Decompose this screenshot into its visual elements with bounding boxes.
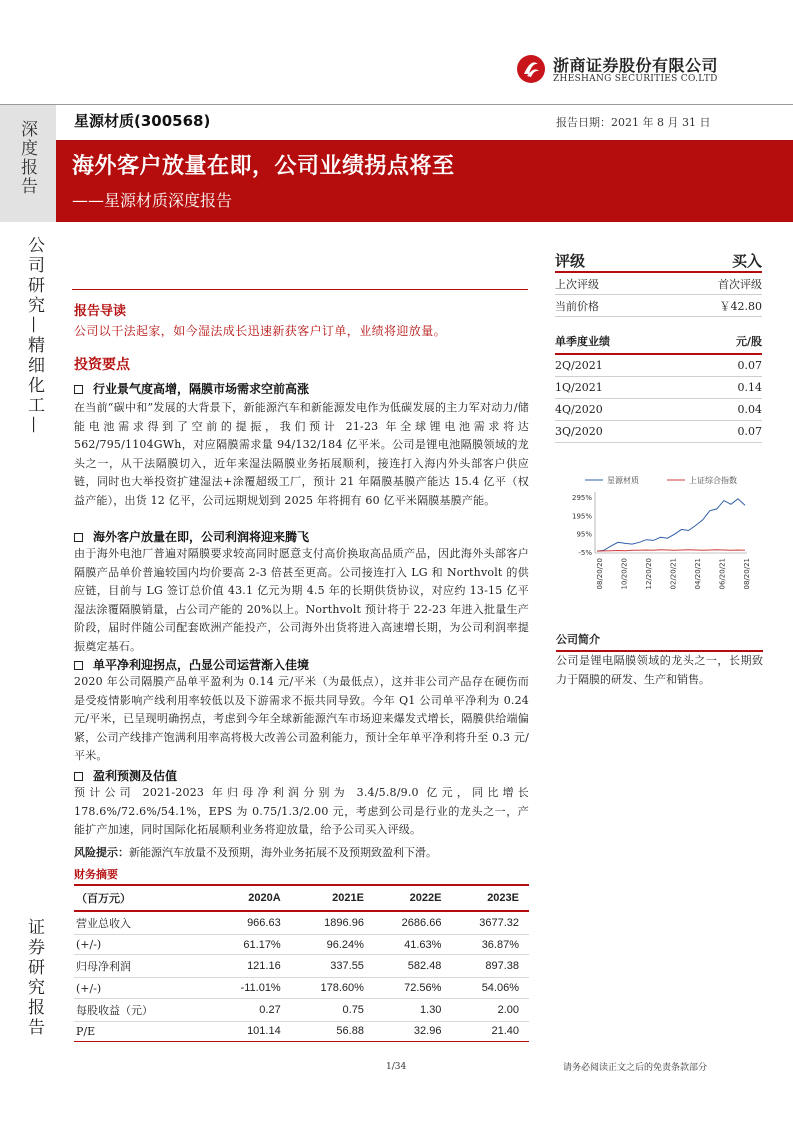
bullet-square-icon xyxy=(74,385,83,394)
x-tick-label: 02/20/21 xyxy=(669,558,678,590)
table-row xyxy=(74,1021,529,1041)
table-cell: 3677.32 xyxy=(451,911,529,935)
eps-value: 0.07 xyxy=(737,359,762,372)
table-cell: 21.40 xyxy=(451,1021,529,1041)
quarterly-eps-header xyxy=(555,329,762,355)
report-title: 海外客户放量在即，公司业绩拐点将至 xyxy=(72,154,455,179)
previous-rating-label: 上次评级 xyxy=(555,277,599,291)
table-cell: 54.06% xyxy=(451,978,529,998)
column-header: 2023E xyxy=(451,885,529,911)
financials-table xyxy=(74,884,529,1042)
quarterly-eps-unit: 元/股 xyxy=(735,335,762,348)
company-intro-text: 公司是锂电隔膜领域的龙头之一，长期致力于隔膜的研发、生产和销售。 xyxy=(556,654,763,686)
column-header: 2022E xyxy=(374,885,452,911)
eps-value: 0.07 xyxy=(737,425,762,438)
table-cell: 61.17% xyxy=(213,935,291,955)
series-line xyxy=(597,550,745,551)
x-tick-label: 06/20/21 xyxy=(718,558,727,590)
x-tick-label: 04/20/21 xyxy=(694,558,702,590)
point-title xyxy=(74,380,309,397)
risk-label: 风险提示： xyxy=(74,846,129,859)
eps-quarter: 4Q/2020 xyxy=(555,403,603,416)
rating-label: 评级 xyxy=(555,251,586,270)
page-number: 1/34 xyxy=(386,1062,407,1072)
table-cell: 56.88 xyxy=(291,1021,374,1041)
table-cell: 2.00 xyxy=(451,998,529,1021)
point-text: 在当前“碳中和”发展的大背景下，新能源汽车和新能源发电作为低碳发展的主力军对动力/储能电池需求得到了空前的提振，我们预计 21-23 年全球锂电池需求将达 562/795/1104GWh，对应隔膜需求量 94/132/184 亿平米。公司是锂电池隔膜领域的龙头之一，从干法隔膜切入，近年来湿法隔膜业务拓展顺利，接连打入海内外头部客户供应链，同时也大举投资扩建湿法+涂覆超级工厂，预计 21 年隔膜基膜产能达 15.4 亿平（权益产能），出货 12 亿平，公司远期规划到 2025 年将拥有 60 亿平米隔膜基膜产能。 xyxy=(74,401,529,507)
point-title-text: 行业景气度高增，隔膜市场需求空前高涨 xyxy=(93,382,310,396)
legend-label: 星源材质 xyxy=(607,476,639,485)
table-row xyxy=(74,935,529,955)
y-tick-label: 195% xyxy=(571,512,592,521)
company-name-en: ZHESHANG SECURITIES CO.LTD xyxy=(553,74,718,84)
guide-text: 公司以干法起家，如今湿法成长迅速新获客户订单，业绩将迎放量。 xyxy=(74,324,447,338)
table-cell: 0.75 xyxy=(291,998,374,1021)
table-row xyxy=(74,978,529,998)
stock-name: 星源材质(300568) xyxy=(74,112,211,130)
main-divider xyxy=(72,289,528,290)
row-label: P/E xyxy=(74,1021,213,1041)
point-text: 2020 年公司隔膜产品单平盈利为 0.14 元/平米（为最低点），这并非公司产品存在硬伤而是受疫情影响产线利用率较低以及下游需求不振共同导致。今年 Q1 公司单平净利为 0.24 元/平米，已呈现明确拐点，考虑到今年全球新能源汽车市场迎来爆发式增长，隔膜供给端偏紧，公司产线排产饱满利用率高将极大改善公司盈利能力，预计全年单平净利将升至 0.3 元/平米。 xyxy=(74,675,529,762)
company-name-cn: 浙商证券股份有限公司 xyxy=(553,56,719,75)
risk-warning xyxy=(74,844,529,860)
eps-row xyxy=(555,421,762,443)
eps-quarter: 3Q/2020 xyxy=(555,425,603,438)
x-tick-label: 08/20/20 xyxy=(596,558,604,590)
table-header-row xyxy=(74,885,529,911)
financials-heading: 财务摘要 xyxy=(74,868,118,881)
table-cell: 36.87% xyxy=(451,935,529,955)
eps-value: 0.04 xyxy=(737,403,762,416)
disclaimer-note: 请务必阅读正文之后的免责条款部分 xyxy=(563,1063,708,1073)
table-cell: 96.24% xyxy=(291,935,374,955)
eps-row xyxy=(555,355,762,377)
current-price-value: ￥42.80 xyxy=(719,299,762,313)
row-label: 营业总收入 xyxy=(74,911,213,935)
eps-value: 0.14 xyxy=(737,381,762,394)
x-tick-label: 10/20/20 xyxy=(620,558,629,590)
eps-row xyxy=(555,377,762,399)
rating-row xyxy=(555,249,762,273)
bullet-square-icon xyxy=(74,772,83,781)
y-tick-label: -5% xyxy=(578,549,592,557)
point-title xyxy=(74,656,309,673)
point-title xyxy=(74,528,309,545)
table-cell: 101.14 xyxy=(213,1021,291,1041)
table-cell: 897.38 xyxy=(451,955,529,978)
table-row xyxy=(74,955,529,978)
column-header: 2020A xyxy=(213,885,291,911)
table-row xyxy=(74,911,529,935)
row-label: 每股收益（元） xyxy=(74,998,213,1021)
row-label: (+/-) xyxy=(74,935,213,955)
company-logo xyxy=(516,54,546,84)
bullet-square-icon xyxy=(74,533,83,542)
point-text: 预计公司 2021-2023 年归母净利润分别为 3.4/5.8/9.0 亿元，同比增长 178.6%/72.6%/54.1%，EPS 为 0.75/1.3/2.00 元，考虑到公司是行业的龙头之一，产能扩产加速，同时国际化拓展顺利业务将迎放量，给予公司买入评级。 xyxy=(74,786,529,836)
point-title-text: 单平净利迎拐点，凸显公司运营渐入佳境 xyxy=(93,658,310,672)
eps-quarter: 2Q/2021 xyxy=(555,359,603,372)
investment-points-heading: 投资要点 xyxy=(74,357,130,373)
point-title-text: 海外客户放量在即，公司利润将迎来腾飞 xyxy=(93,530,310,544)
current-price-label: 当前价格 xyxy=(555,299,599,313)
price-performance-chart xyxy=(555,468,765,598)
x-tick-label: 12/20/20 xyxy=(645,558,653,590)
table-cell: 32.96 xyxy=(374,1021,452,1041)
table-cell: 337.55 xyxy=(291,955,374,978)
y-tick-label: 295% xyxy=(571,493,592,502)
column-header: （百万元） xyxy=(74,885,213,911)
table-cell: -11.01% xyxy=(213,978,291,998)
point-title-text: 盈利预测及估值 xyxy=(93,769,178,783)
table-cell: 1.30 xyxy=(374,998,452,1021)
table-cell: 0.27 xyxy=(213,998,291,1021)
side-label-company-research: 公司研究—精细化工— xyxy=(24,236,44,436)
row-label: 归母净利润 xyxy=(74,955,213,978)
bullet-square-icon xyxy=(74,661,83,670)
eps-quarter: 1Q/2021 xyxy=(555,381,603,394)
table-cell: 178.60% xyxy=(291,978,374,998)
y-tick-label: 95% xyxy=(576,530,592,539)
table-cell: 966.63 xyxy=(213,911,291,935)
rating-panel xyxy=(555,249,762,443)
table-cell: 582.48 xyxy=(374,955,452,978)
risk-text: 新能源汽车放量不及预期，海外业务拓展不及预期致盈利下滑。 xyxy=(129,846,437,859)
point-text: 由于海外电池厂普遍对隔膜要求较高同时愿意支付高价换取高品质产品，因此海外头部客户隔膜产品单价普遍较国内均价要高 2-3 倍甚至更高。公司接连打入 LG 和 Northvolt 的供应链，目前与 LG 签订总价值 43.1 亿元为期 4.5 年的长期供货协议，对应约 13-15 亿平湿法涂覆隔膜销量，占公司产能的 20%以上。Northvolt 预计将于 22-23 年进入批量生产阶段，届时伴随公司配套欧洲产能投产，公司海外出货将进入高速增长期，为公司利润率提振奠定基石。 xyxy=(74,547,529,653)
series-line xyxy=(597,499,745,551)
x-tick-label: 08/20/21 xyxy=(743,558,751,590)
report-subtitle: ——星源材质深度报告 xyxy=(72,191,233,210)
report-date: 报告日期：2021 年 8 月 31 日 xyxy=(556,116,711,129)
table-cell: 121.16 xyxy=(213,955,291,978)
side-label-securities-research: 证券研究报告 xyxy=(24,918,44,1038)
table-row xyxy=(74,998,529,1021)
eps-row xyxy=(555,399,762,421)
quarterly-eps-heading: 单季度业绩 xyxy=(555,335,610,348)
previous-rating-value: 首次评级 xyxy=(718,277,762,291)
report-type-label: 深度报告 xyxy=(17,120,37,196)
table-cell: 2686.66 xyxy=(374,911,452,935)
rating-row xyxy=(555,273,762,295)
company-intro-heading: 公司简介 xyxy=(556,631,763,652)
legend-label: 上证综合指数 xyxy=(689,476,737,485)
guide-heading: 报告导读 xyxy=(74,304,127,319)
rating-row xyxy=(555,295,762,317)
table-cell: 1896.96 xyxy=(291,911,374,935)
header-divider xyxy=(0,104,793,105)
point-title xyxy=(74,767,177,784)
column-header: 2021E xyxy=(291,885,374,911)
table-cell: 41.63% xyxy=(374,935,452,955)
table-cell: 72.56% xyxy=(374,978,452,998)
rating-value: 买入 xyxy=(731,251,762,270)
row-label: (+/-) xyxy=(74,978,213,998)
